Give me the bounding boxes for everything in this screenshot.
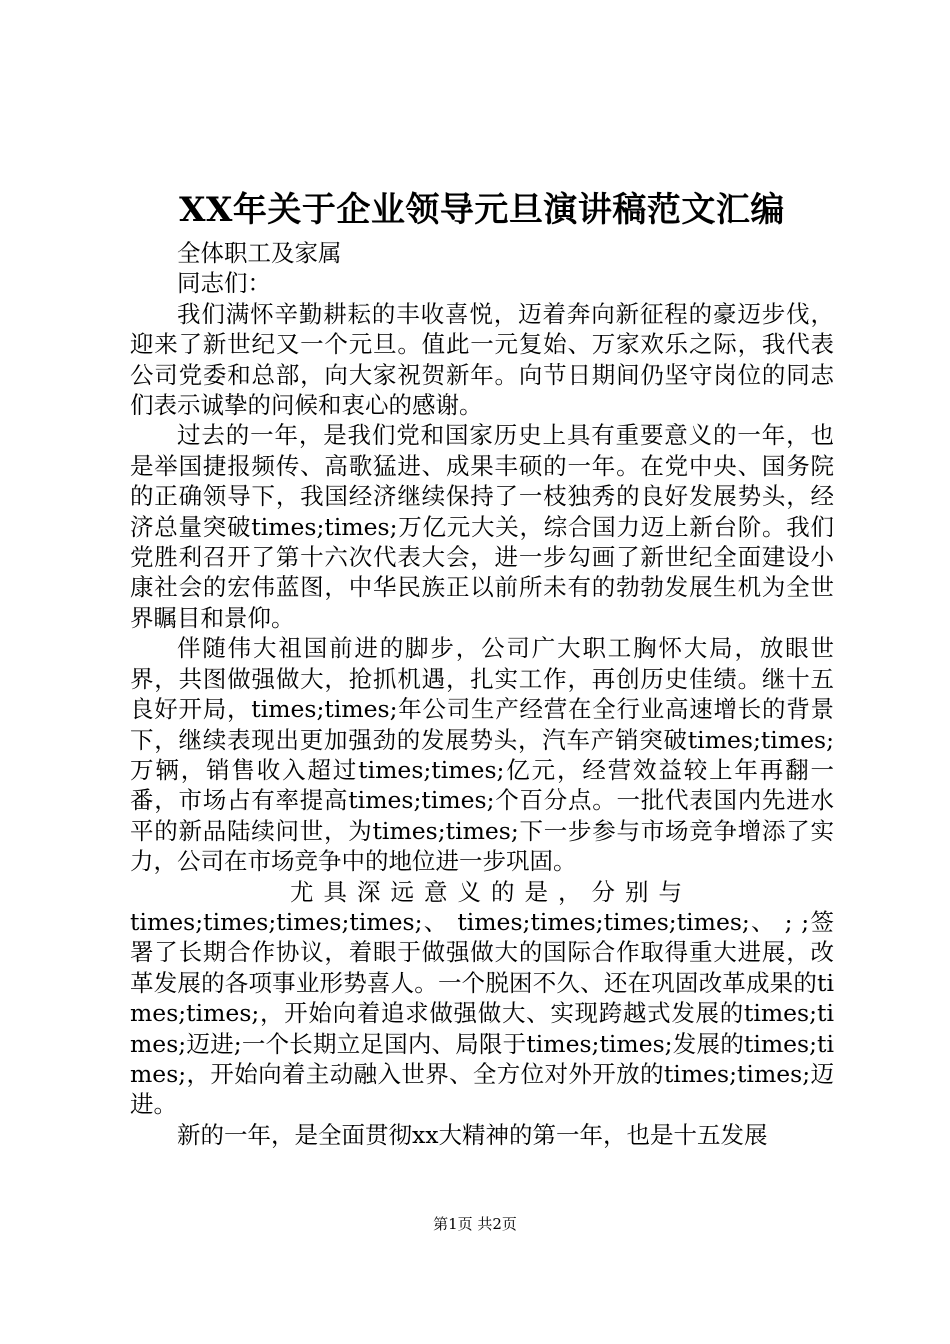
page-footer: 第1页 共2页	[433, 1215, 517, 1233]
salutation-recipients: 全体职工及家属	[177, 239, 342, 267]
document-title: XX年关于企业领导元旦演讲稿范文汇编	[179, 190, 785, 230]
paragraph-5: 新的一年，是全面贯彻xx大精神的第一年，也是十五发展	[177, 1120, 768, 1149]
paragraph-3: 伴随伟大祖国前进的脚步，公司广大职工胸怀大局，放眼世界，共图做强做大，抢抓机遇，扎实工作，再创历史佳绩。继十五良好开局，times;times;年公司生产经营在全行业高速增长的背景下，继续表现出更加强劲的发展势头，汽车产销突破times;times;万辆，销售收入超过times;times;亿元，经营效益较上年再翻一番，市场占有率提高times;times;个百分点。一批代表国内先进水平的新品陆续问世，为times;times;下一步参与市场竞争增添了实力，公司在市场竞争中的地位进一步巩固。	[130, 634, 834, 876]
paragraph-4-lead: 尤具深远意义的是，分别与	[290, 877, 692, 906]
document-page	[130, 0, 834, 1344]
paragraph-4: times;times;times;times;、 times;times;times;times;、 ; ;签署了长期合作协议，着眼于做强做大的国际合作取得重大进展，改革发展的各项事业形势喜人。一个脱困不久、还在巩固改革成果的times;times;，开始向着追求做强做大、实现跨越式发展的times;times;迈进;一个长期立足国内、局限于times;times;发展的times;times;，开始向着主动融入世界、全方位对外开放的times;times;迈进。	[130, 907, 834, 1119]
paragraph-1: 我们满怀辛勤耕耘的丰收喜悦，迈着奔向新征程的豪迈步伐，迎来了新世纪又一个元旦。值此一元复始、万家欢乐之际，我代表公司党委和总部，向大家祝贺新年。向节日期间仍坚守岗位的同志们表示诚挚的问候和衷心的感谢。	[130, 299, 834, 420]
document-body	[130, 238, 834, 1150]
salutation-comrades: 同志们：	[177, 269, 271, 298]
paragraph-2: 过去的一年，是我们党和国家历史上具有重要意义的一年，也是举国捷报频传、高歌猛进、成果丰硕的一年。在党中央、国务院的正确领导下，我国经济继续保持了一枝独秀的良好发展势头，经济总量突破times;times;万亿元大关，综合国力迈上新台阶。我们党胜利召开了第十六次代表大会，进一步勾画了新世纪全面建设小康社会的宏伟蓝图，中华民族正以前所未有的勃勃发展生机为全世界瞩目和景仰。	[130, 421, 834, 632]
